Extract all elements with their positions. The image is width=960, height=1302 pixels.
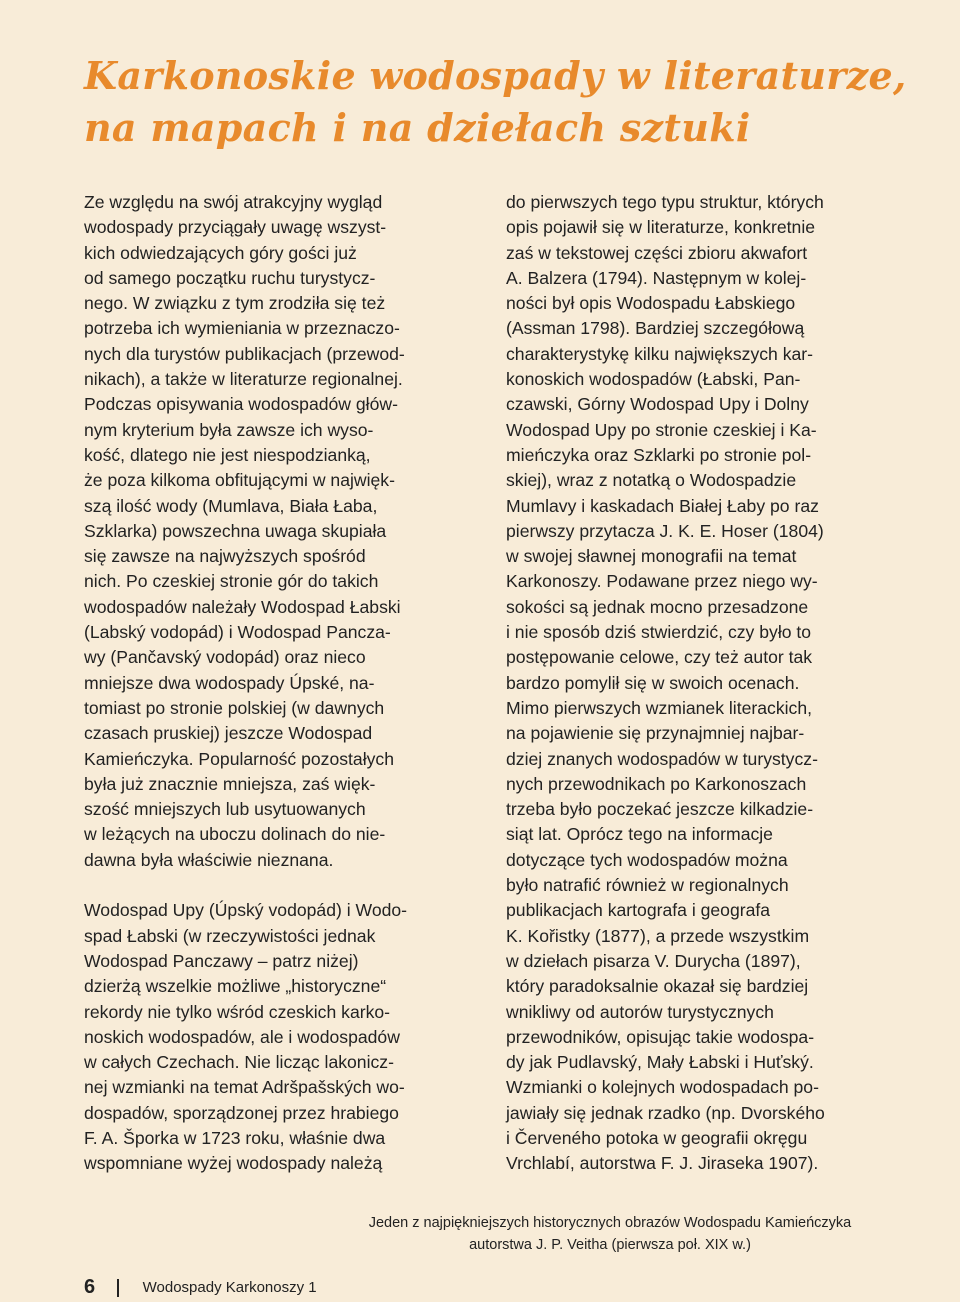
text-line: Kamieńczyka. Popularność pozostałych [84, 748, 395, 769]
title-line-1: Karkonoskie wodospady w literaturze, [84, 53, 907, 98]
text-line: Wodospad Panczawy – patrz niżej) [84, 950, 359, 971]
text-line: publikacjach kartografa i geografa [506, 900, 771, 921]
caption-line-2: autorstwa J. P. Veitha (pierwsza poł. XIX w.) [469, 1237, 751, 1253]
text-line: Ze względu na swój atrakcyjny wygląd [84, 192, 383, 212]
text-line: potrzeba ich wymieniania w przeznaczo- [84, 318, 400, 339]
text-line: sokości są jednak mocno przesadzone [506, 596, 809, 617]
page-title [84, 50, 907, 154]
text-line: dzierżą wszelkie możliwe „historyczne“ [84, 976, 387, 997]
text-line: dospadów, sporządzonej przez hrabiego [84, 1102, 399, 1123]
text-line: postępowanie celowe, czy też autor tak [506, 647, 813, 668]
text-line: że poza kilkoma obfitującymi w najwięk- [84, 470, 395, 491]
text-line: nych dla turystów publikacjach (przewod- [84, 343, 405, 364]
text-line: Mumlavy i kaskadach Białej Łaby po raz [506, 495, 819, 516]
text-line: w swojej sławnej monografii na temat [506, 546, 797, 567]
text-line: było natrafić również w regionalnych [506, 875, 789, 896]
text-line: była już znacznie mniejsza, zaś więk- [84, 773, 376, 794]
text-line: opis pojawił się w literaturze, konkretnie [506, 217, 816, 238]
text-line: w leżących na uboczu dolinach do nie- [84, 824, 386, 845]
footer-separator [117, 1279, 119, 1297]
text-line: Mimo pierwszych wzmianek literackich, [506, 697, 813, 718]
image-caption [330, 1212, 890, 1256]
left-paragraph-1 [84, 190, 484, 873]
text-line: F. A. Šporka w 1723 roku, właśnie dwa [84, 1127, 386, 1148]
text-line: się zawsze na najwyższych spośród [84, 546, 366, 567]
text-line: (Assman 1798). Bardziej szczegółową [506, 318, 805, 339]
text-line: dawna była właściwie nieznana. [84, 849, 334, 870]
text-line: nych przewodnikach po Karkonoszach [506, 773, 807, 794]
text-line: pierwszy przytacza J. K. E. Hoser (1804) [506, 520, 824, 541]
text-line: nikach), a także w literaturze regionalnej. [84, 369, 403, 390]
text-line: szość mniejszych lub usytuowanych [84, 799, 366, 820]
text-line: wspomniane wyżej wodospady należą [84, 1153, 383, 1174]
text-line: dziej znanych wodospadów w turystycz- [506, 748, 818, 769]
text-line: wodospadów należały Wodospad Łabski [84, 596, 401, 617]
text-line: Karkonoszy. Podawane przez niego wy- [506, 571, 818, 592]
text-line: tomiast po stronie polskiej (w dawnych [84, 697, 385, 718]
text-line: od samego początku ruchu turystycz- [84, 267, 376, 288]
text-line: czasach pruskiej) jeszcze Wodospad [84, 723, 373, 744]
text-line: przewodników, opisując takie wodospa- [506, 1026, 815, 1047]
text-line: kich odwiedzających góry gości już [84, 242, 357, 263]
text-line: noskich wodospadów, ale i wodospadów [84, 1026, 400, 1047]
text-line: konoskich wodospadów (Łabski, Pan- [506, 369, 801, 390]
text-line: Wodospad Upy (Úpský vodopád) i Wodo- [84, 900, 408, 921]
text-line: na pojawienie się przynajmniej najbar- [506, 723, 805, 744]
text-line: nich. Po czeskiej stronie gór do takich [84, 571, 379, 592]
text-line: rekordy nie tylko wśród czeskich karko- [84, 1001, 391, 1022]
text-line: Wzmianki o kolejnych wodospadach po- [506, 1077, 819, 1098]
text-line: siąt lat. Oprócz tego na informacje [506, 824, 773, 845]
text-line: szą ilość wody (Mumlava, Biała Łaba, [84, 495, 378, 516]
left-column [84, 190, 484, 1177]
left-paragraph-2 [84, 898, 484, 1176]
text-line: mieńczyka oraz Szklarki po stronie pol- [506, 444, 812, 465]
caption-line-1: Jeden z najpiękniejszych historycznych obrazów Wodospadu Kamieńczyka [368, 1215, 852, 1231]
page-footer [84, 1276, 317, 1299]
text-line: nego. W związku z tym zrodziła się też [84, 293, 386, 314]
text-line: i nie sposób dziś stwierdzić, czy było to [506, 622, 812, 643]
text-line: Wodospad Upy po stronie czeskiej i Ka- [506, 419, 817, 440]
text-line: nej wzmianki na temat Adršpašských wo- [84, 1077, 405, 1098]
text-line: bardzo pomylił się w swoich ocenach. [506, 672, 800, 693]
text-line: w całych Czechach. Nie licząc lakonicz- [84, 1052, 394, 1073]
text-line: skiej), wraz z notatką o Wodospadzie [506, 470, 797, 491]
text-line: mniejsze dwa wodospady Úpské, na- [84, 672, 375, 693]
text-line: spad Łabski (w rzeczywistości jednak [84, 925, 376, 946]
text-line: w dziełach pisarza V. Durycha (1897), [506, 950, 801, 971]
right-paragraph-1 [506, 190, 901, 1177]
text-line: wodospady przyciągały uwagę wszyst- [84, 217, 387, 238]
text-line: wy (Pančavský vodopád) oraz nieco [84, 647, 366, 668]
text-line: który paradoksalnie okazał się bardziej [506, 976, 809, 997]
text-line: Szklarka) powszechna uwaga skupiała [84, 520, 387, 541]
right-column [506, 190, 901, 1177]
text-line: ności był opis Wodospadu Łabskiego [506, 293, 796, 314]
text-line: dy jak Pudlavský, Mały Łabski i Huťský. [506, 1052, 814, 1073]
text-line: jawiały się jednak rzadko (np. Dvorského [506, 1102, 825, 1123]
publication-name: Wodospady Karkonoszy 1 [142, 1279, 317, 1296]
text-line: nym kryterium była zawsze ich wyso- [84, 419, 374, 440]
text-line: kość, dlatego nie jest niespodzianką, [84, 444, 371, 465]
paragraph-gap [84, 873, 484, 898]
title-line-2: na mapach i na dziełach sztuki [84, 105, 751, 150]
text-line: A. Balzera (1794). Następnym w kolej- [506, 267, 807, 288]
text-line: czawski, Górny Wodospad Upy i Dolny [506, 394, 809, 415]
text-line: dotyczące tych wodospadów można [506, 849, 788, 870]
text-line: wnikliwy od autorów turystycznych [506, 1001, 774, 1022]
text-line: zaś w tekstowej części zbioru akwafort [506, 242, 808, 263]
text-line: i Červeného potoka w geografii okręgu [506, 1127, 808, 1148]
text-line: do pierwszych tego typu struktur, których [506, 192, 824, 212]
text-line: Podczas opisywania wodospadów głów- [84, 394, 398, 415]
text-line: K. Kořistky (1877), a przede wszystkim [506, 925, 810, 946]
text-line: (Labský vodopád) i Wodospad Pancza- [84, 622, 391, 643]
text-line: Vrchlabí, autorstwa F. J. Jiraseka 1907). [506, 1153, 819, 1174]
text-line: charakterystykę kilku największych kar- [506, 343, 814, 364]
text-line: trzeba było poczekać jeszcze kilkadzie- [506, 799, 814, 820]
page-number: 6 [84, 1276, 96, 1298]
